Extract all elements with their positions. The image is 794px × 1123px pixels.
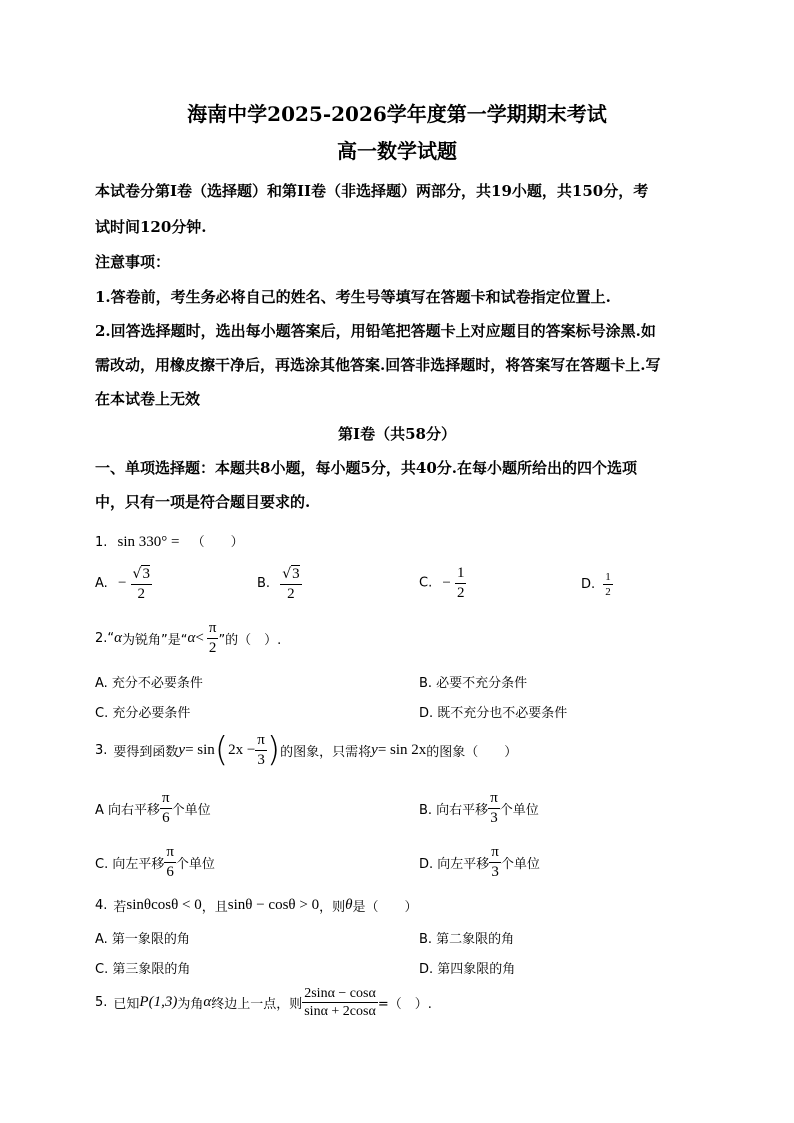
denominator: 3 [257,751,265,768]
right-paren-icon: ) [266,730,281,770]
question-2-text-1: 为锐角”是“ [122,632,188,648]
option-a [95,565,152,602]
section-heading-line-1: 一、单项选择题：本题共8小题，每小题5分，共40分.在每小题所给出的四个选项 [95,459,637,477]
fraction [455,565,467,601]
notes-item-2-line-3: 在本试卷上无效 [95,390,201,408]
option-text: A 向右平移 [95,802,161,818]
question-3-mid: 的图象，只需将 [280,744,372,760]
numerator: π [255,732,267,751]
question-2 [95,620,281,656]
alpha-symbol: α [114,629,123,646]
option-a [95,790,211,826]
equals-sin2x: = sin 2x [377,741,427,758]
option-d [419,844,540,880]
fraction [164,844,176,880]
theta-symbol: θ [345,897,353,913]
question-number: 5. [95,995,108,1011]
equals-sin: = sin [185,741,215,758]
numerator: π [160,790,172,809]
inner-expression: 2x − [228,741,256,758]
option-c: C. 充分必要条件 [95,706,191,721]
condition-1: sinθcosθ < 0 [126,897,202,913]
question-4-prefix: 若 [113,900,127,915]
intro-line-1: 本试卷分第I卷（选择题）和第II卷（非选择题）两部分，共19小题，共150分，考 [95,182,649,200]
question-3-prefix: 要得到函数 [113,744,179,760]
question-number: 1. [95,535,108,550]
numerator: 1 [455,565,467,584]
option-suffix: 个单位 [171,802,211,818]
open-quote: “ [107,630,115,646]
fraction [160,790,172,826]
y-variable: y [178,741,186,758]
question-4-mid: ，且 [201,900,228,915]
question-3 [95,732,517,768]
alpha-symbol: α [187,629,196,646]
question-1-expression: sin 330° = [117,534,180,550]
less-than: < [195,629,204,646]
numerator: π [164,844,176,863]
option-suffix: 个单位 [175,856,215,872]
numerator: 3 [142,566,150,582]
numerator: π [207,620,219,639]
numerator: π [488,790,500,809]
numerator: 1 [603,571,613,585]
fraction [489,844,501,880]
school-title: 海南中学2025-2026学年度第一学期期末考试 [187,102,607,126]
denominator: sinα + 2cosα [304,1004,376,1020]
option-d: D. 既不充分也不必要条件 [419,706,568,721]
option-d: D. 第四象限的角 [419,962,516,977]
numerator: 2sinα − cosα [302,986,378,1003]
option-b [419,790,539,826]
section-heading-line-2: 中，只有一项是符合题目要求的. [95,493,311,511]
question-number: 4. [95,898,108,913]
notes-item-2-line-1: 2.回答选择题时，选出每小题答案后，用铅笔把答题卡上对应题目的答案标号涂黑.如 [95,322,656,340]
subject-title: 高一数学试题 [337,139,457,163]
option-d [581,571,613,598]
denominator: 6 [162,809,170,826]
option-b [257,565,302,602]
condition-2: sinθ − cosθ > 0 [227,897,320,913]
option-label: B. [257,576,271,591]
option-a: A. 第一象限的角 [95,932,190,947]
numerator: π [489,844,501,863]
fraction [131,565,152,602]
answer-blank: （ ） [191,535,244,550]
option-c [419,565,466,601]
minus-sign: − [442,574,451,591]
notes-item-1: 1.答卷前，考生务必将自己的姓名、考生号等填写在答题卡和试卷指定位置上. [95,288,611,306]
fraction [207,620,219,656]
question-1 [95,531,244,551]
option-b: B. 必要不充分条件 [419,676,528,691]
option-c [95,844,215,880]
option-label: A. [95,576,108,591]
notes-heading: 注意事项： [95,253,171,271]
question-4-suffix: 是（ ） [352,900,418,915]
option-b: B. 第二象限的角 [419,932,515,947]
denominator: 3 [490,809,498,826]
fraction [280,565,301,602]
question-5 [95,986,432,1020]
numerator: 3 [292,566,300,582]
notes-item-2-line-2: 需改动，用橡皮擦干净后，再选涂其他答案.回答非选择题时，将答案写在答题卡上.写 [95,356,661,374]
question-5-mid-2: 终边上一点，则 [211,997,303,1013]
option-a: A. 充分不必要条件 [95,676,203,691]
option-label: D. [581,577,596,593]
denominator: 2 [605,586,611,599]
question-2-text-2: ”的（ ）. [218,632,282,648]
question-3-suffix: 的图象（ ） [426,744,518,760]
minus-sign: − [117,575,127,591]
option-label: C. [419,575,433,591]
denominator: 2 [208,639,217,656]
left-paren-icon: ( [214,730,229,770]
question-5-mid: 为角 [177,997,204,1013]
y-variable: y [371,741,378,758]
fraction [255,732,267,768]
point-p: P(1,3) [139,994,178,1011]
option-c: C. 第三象限的角 [95,962,191,977]
question-5-suffix: =（ ）. [377,997,432,1013]
option-suffix: 个单位 [499,802,539,818]
intro-line-2: 试时间120分钟. [95,218,207,236]
option-suffix: 个单位 [500,856,540,872]
denominator: 2 [137,585,145,602]
question-number: 2. [95,630,108,646]
sqrt-icon: √ [132,566,142,582]
question-4-mid-2: ，则 [319,900,346,915]
question-5-prefix: 已知 [113,997,140,1013]
denominator: 3 [491,863,499,880]
denominator: 6 [166,863,174,880]
question-number: 3. [95,742,108,758]
fraction [603,571,613,598]
sqrt-icon: √ [282,566,292,582]
fraction [488,790,500,826]
alpha-symbol: α [203,994,212,1011]
option-text: D. 向左平移 [419,856,490,872]
option-text: C. 向左平移 [95,856,165,872]
denominator: 2 [287,585,295,602]
question-4 [95,896,417,915]
option-text: B. 向右平移 [419,802,489,818]
fraction [302,986,378,1020]
part1-heading: 第I卷（共58分） [338,425,456,443]
denominator: 2 [456,584,465,601]
